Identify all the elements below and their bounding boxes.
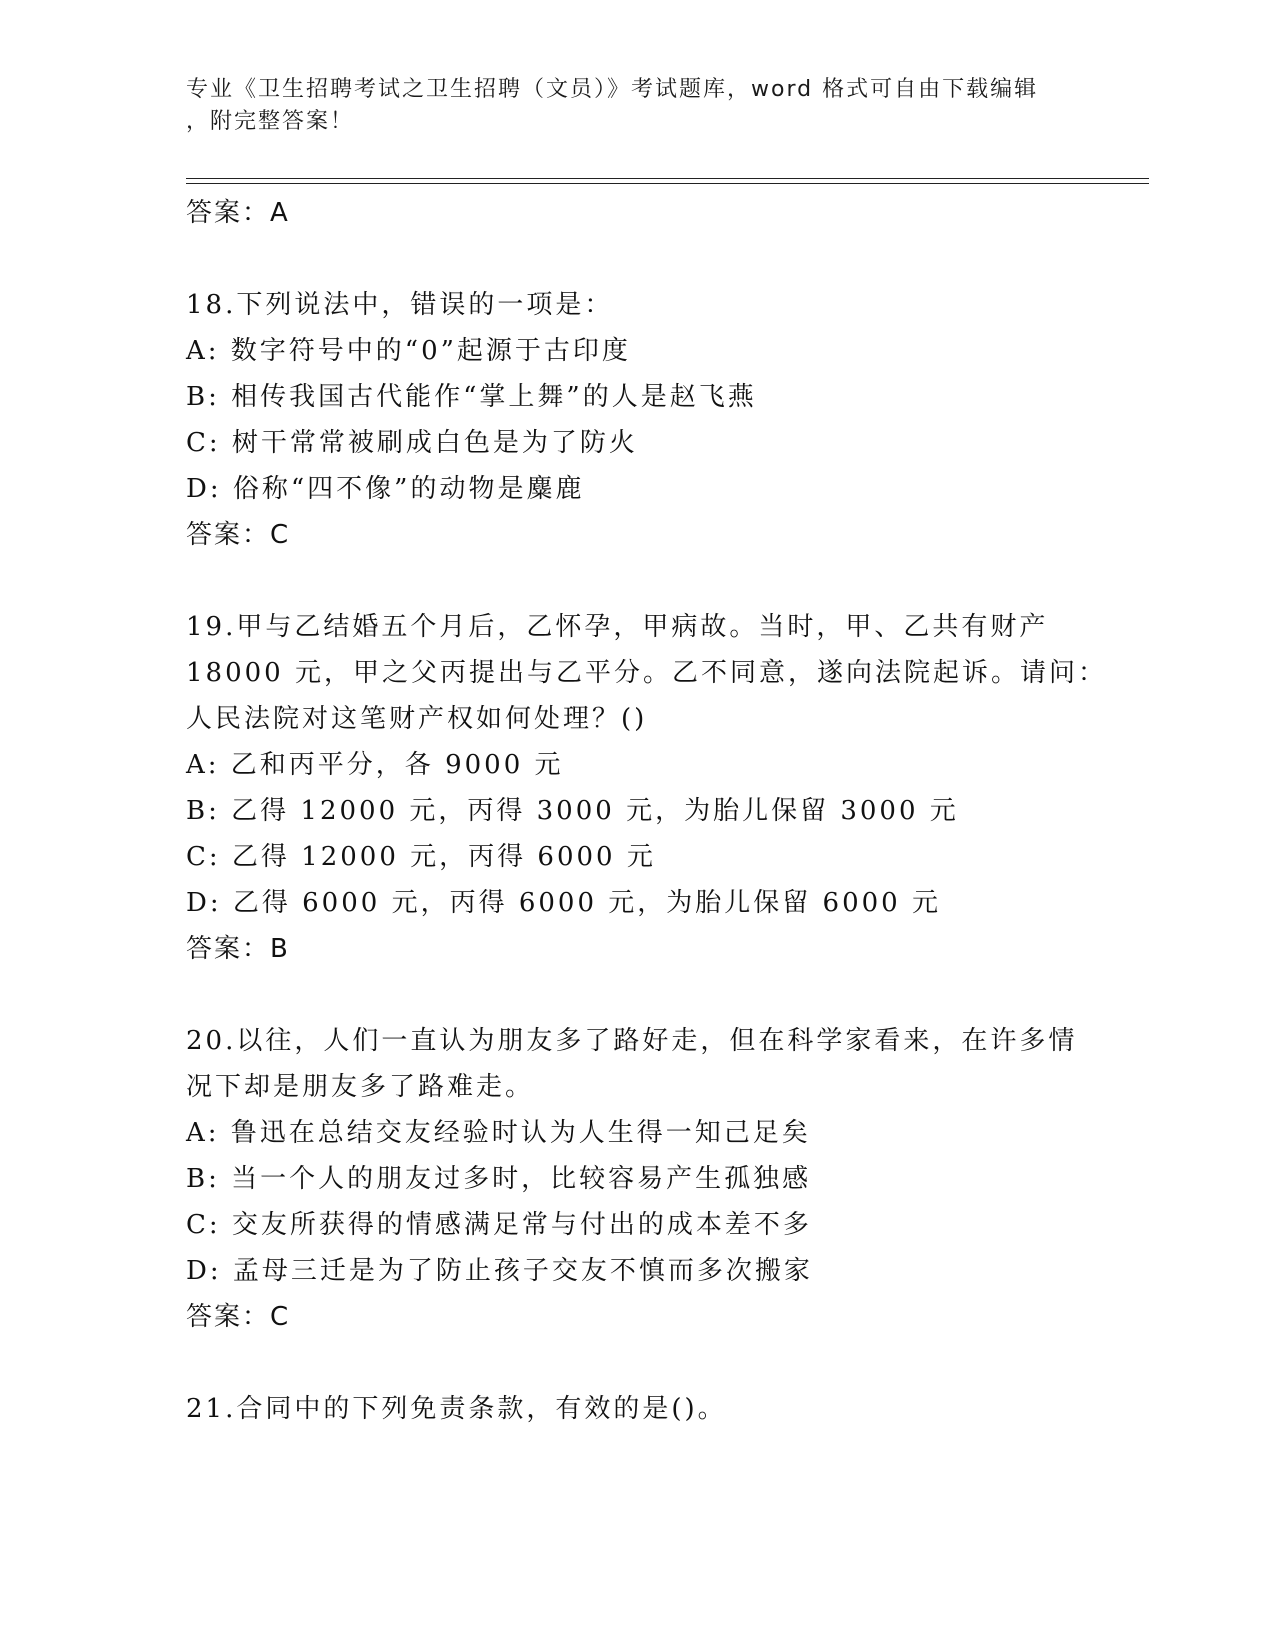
question-block-20 xyxy=(186,1018,1086,1340)
question-20-text-line-2: 况下却是朋友多了路难走。 xyxy=(186,1072,535,1102)
question-18-option-c: C: 树干常常被刷成白色是为了防火 xyxy=(186,428,638,458)
question-block-18 xyxy=(186,282,1086,558)
spacer xyxy=(186,558,1086,604)
question-20-option-d: D: 孟母三迁是为了防止孩子交友不慎而多次搬家 xyxy=(186,1256,813,1286)
question-block-19 xyxy=(186,604,1107,972)
question-20-option-c: C: 交友所获得的情感满足常与付出的成本差不多 xyxy=(186,1210,812,1240)
header-divider-top xyxy=(186,178,1149,179)
question-18-option-d: D: 俗称“四不像”的动物是麋鹿 xyxy=(186,474,585,504)
question-19-text-line-1: 19.甲与乙结婚五个月后，乙怀孕，甲病故。当时，甲、乙共有财产 xyxy=(186,612,1049,642)
question-19-text-line-3: 人民法院对这笔财产权如何处理？() xyxy=(186,704,648,734)
answer-20: 答案：C xyxy=(186,1302,291,1332)
question-20-option-b: B: 当一个人的朋友过多时，比较容易产生孤独感 xyxy=(186,1164,812,1194)
question-20-option-a: A: 鲁迅在总结交友经验时认为人生得一知己足矣 xyxy=(186,1118,811,1148)
question-21-text: 21.合同中的下列免责条款，有效的是()。 xyxy=(186,1394,727,1424)
document-header xyxy=(186,74,1066,138)
question-20-text-line-1: 20.以往，人们一直认为朋友多了路好走，但在科学家看来，在许多情 xyxy=(186,1026,1078,1056)
header-title-line-1: 专业《卫生招聘考试之卫生招聘（文员）》考试题库，word 格式可自由下载编辑 xyxy=(186,77,1039,102)
question-19-text-line-2: 18000 元，甲之父丙提出与乙平分。乙不同意，遂向法院起诉。请问： xyxy=(186,658,1107,688)
spacer xyxy=(186,972,1086,1018)
question-list xyxy=(186,190,1107,1432)
question-19-option-a: A: 乙和丙平分，各 9000 元 xyxy=(186,750,564,780)
question-19-option-b: B: 乙得 12000 元，丙得 3000 元，为胎儿保留 3000 元 xyxy=(186,796,959,826)
answer-17: 答案：A xyxy=(186,198,290,228)
answer-19: 答案：B xyxy=(186,934,290,964)
question-19-option-c: C: 乙得 12000 元，丙得 6000 元 xyxy=(186,842,656,872)
question-block-21 xyxy=(186,1386,1086,1432)
question-18-text: 18.下列说法中，错误的一项是： xyxy=(186,290,614,320)
question-18-option-a: A: 数字符号中的“0”起源于古印度 xyxy=(186,336,631,366)
spacer xyxy=(186,236,1086,282)
question-18-option-b: B: 相传我国古代能作“掌上舞”的人是赵飞燕 xyxy=(186,382,757,412)
header-title-line-2: ，附完整答案！ xyxy=(186,109,355,134)
answer-18: 答案：C xyxy=(186,520,291,550)
question-19-option-d: D: 乙得 6000 元，丙得 6000 元，为胎儿保留 6000 元 xyxy=(186,888,941,918)
header-divider-bottom xyxy=(186,183,1149,184)
spacer xyxy=(186,1340,1086,1386)
